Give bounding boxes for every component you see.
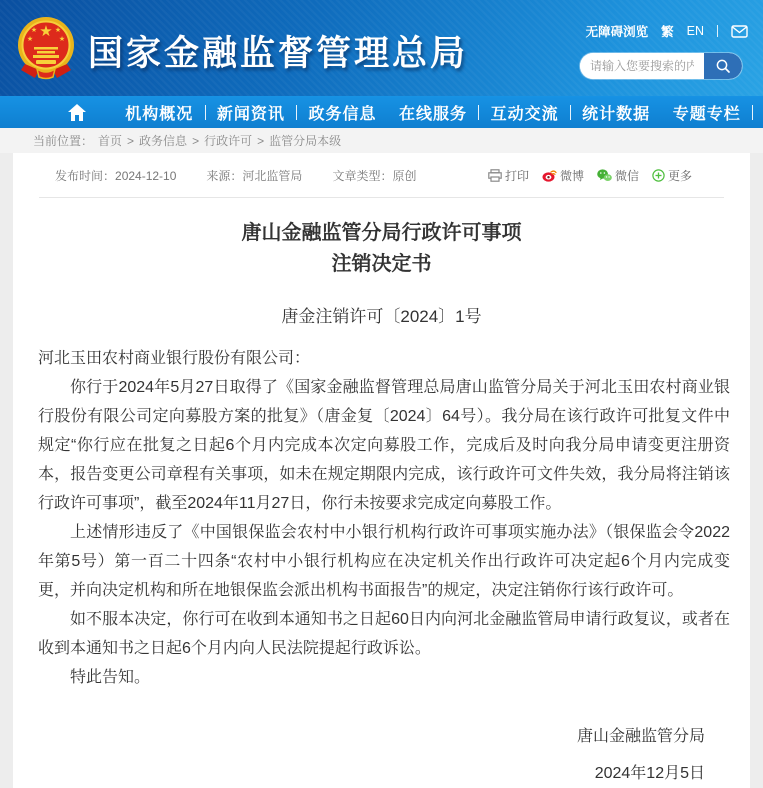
wechat-icon: [597, 169, 612, 182]
top-links: [580, 22, 748, 40]
content-panel: [13, 153, 750, 788]
nav-item-institution[interactable]: 机构概况: [125, 105, 194, 123]
article-type-label: 文章类型：: [332, 168, 393, 183]
site-title: 国家金融监督管理总局: [88, 34, 469, 73]
wechat-label: 微信: [614, 168, 639, 183]
article-meta: [13, 153, 750, 197]
breadcrumb-home[interactable]: 首页: [98, 134, 123, 148]
nav-divider: [752, 105, 753, 120]
paragraph-appeal-rights: 如不服本决定，你行可在收到本通知书之日起60日内向河北金融监管局申请行政复议，或者在收到本通知书之日起6个月内向人民法院提起行政诉讼。: [38, 611, 730, 657]
search-button[interactable]: [704, 53, 742, 79]
site-search: [580, 53, 742, 79]
weibo-label: 微博: [559, 168, 584, 183]
signature-date: 2024年12月5日: [594, 765, 705, 782]
print-button[interactable]: [488, 167, 529, 184]
document-number: 唐金注销许可〔2024〕1号: [281, 307, 482, 326]
publish-time-label: 发布时间：: [55, 168, 116, 183]
header-utilities: [580, 22, 748, 79]
more-label: 更多: [667, 168, 692, 183]
weibo-icon: [542, 169, 557, 182]
search-input[interactable]: [580, 53, 704, 79]
breadcrumb-separator: >: [257, 133, 265, 148]
paragraph-background: 你行于2024年5月27日取得了《国家金融监督管理总局唐山监管分局关于河北玉田农村商业银行股份有限公司定向募股方案的批复》（唐金复〔2024〕64号）。我分局在该行政许可批复文件中规定“你行应在批复之日起6个月内完成本次定向募股工作，完成后及时向我分局申请变更注册资本，报告变更公司章程有关事项，如未在规定期限内完成，该行政许可文件失效，我分局将注销该行政许可事项”，截至2024年11月27日，你行未按要求完成定向募股工作。: [38, 379, 730, 512]
accessibility-link[interactable]: 无障碍浏览: [585, 25, 649, 39]
site-header: [0, 0, 763, 96]
signature-agency: 唐山金融监管分局: [576, 728, 705, 745]
mail-icon[interactable]: [731, 25, 748, 38]
printer-icon: [488, 169, 502, 182]
source: [206, 167, 302, 184]
more-share-button[interactable]: [652, 167, 692, 184]
nav-item-online-service[interactable]: 在线服务: [399, 105, 468, 123]
print-label: 打印: [504, 168, 529, 183]
breadcrumb-admin-license[interactable]: 行政许可: [204, 134, 253, 148]
paragraph-legal-basis: 上述情形违反了《中国银保监会农村中小银行机构行政许可事项实施办法》（银保监会令2022年第5号）第一百二十四条“农村中小银行机构应在决定机关作出行政许可决定起6个月内完成变更，并向决定机构和所在地银保监会派出机构书面报告”的规定，决定注销你行该行政许可。: [38, 524, 730, 599]
nav-item-interaction[interactable]: 互动交流: [490, 105, 559, 123]
article-body: [38, 344, 730, 788]
traditional-chinese-link[interactable]: 繁: [661, 25, 674, 39]
breadcrumb: [0, 128, 763, 153]
publish-time: [55, 167, 176, 184]
meta-divider: [39, 197, 724, 198]
nav-item-statistics[interactable]: 统计数据: [582, 105, 651, 123]
top-links-divider: [717, 25, 718, 37]
svg-text:★: ★: [26, 36, 34, 43]
main-nav: [0, 96, 763, 128]
article-title: [73, 218, 690, 280]
search-icon: [715, 58, 731, 74]
signature-block: [38, 722, 730, 788]
breadcrumb-gov-info[interactable]: 政务信息: [139, 134, 188, 148]
nav-item-gov-info[interactable]: 政务信息: [308, 105, 377, 123]
source-value: 河北监管局: [242, 168, 303, 183]
paragraph-closing: 特此告知。: [70, 669, 151, 686]
home-icon[interactable]: [68, 104, 114, 121]
breadcrumb-separator: >: [192, 133, 200, 148]
svg-text:★: ★: [54, 27, 62, 34]
breadcrumb-label: 当前位置：: [33, 134, 94, 148]
share-actions: [488, 167, 692, 184]
nav-item-news[interactable]: 新闻资讯: [216, 105, 285, 123]
breadcrumb-separator: >: [127, 133, 135, 148]
national-emblem-icon: [13, 14, 79, 82]
english-link[interactable]: EN: [686, 24, 704, 38]
wechat-share-button[interactable]: [597, 167, 639, 184]
svg-text:★: ★: [58, 36, 66, 43]
paragraph-salutation: 河北玉田农村商业银行股份有限公司：: [38, 350, 311, 367]
svg-text:★: ★: [30, 27, 38, 34]
nav-item-special[interactable]: 专题专栏: [672, 105, 741, 123]
svg-text:★: ★: [39, 23, 53, 40]
article-type-value: 原创: [392, 168, 417, 183]
article-title-line1: 唐山金融监管分局行政许可事项: [241, 222, 522, 244]
more-plus-icon: [652, 169, 665, 182]
breadcrumb-current: 监管分局本级: [269, 134, 342, 148]
article-title-line2: 注销决定书: [331, 253, 432, 275]
publish-time-value: 2024-12-10: [115, 168, 177, 183]
source-label: 来源：: [206, 168, 243, 183]
article-type: [332, 167, 416, 184]
weibo-share-button[interactable]: [542, 167, 584, 184]
